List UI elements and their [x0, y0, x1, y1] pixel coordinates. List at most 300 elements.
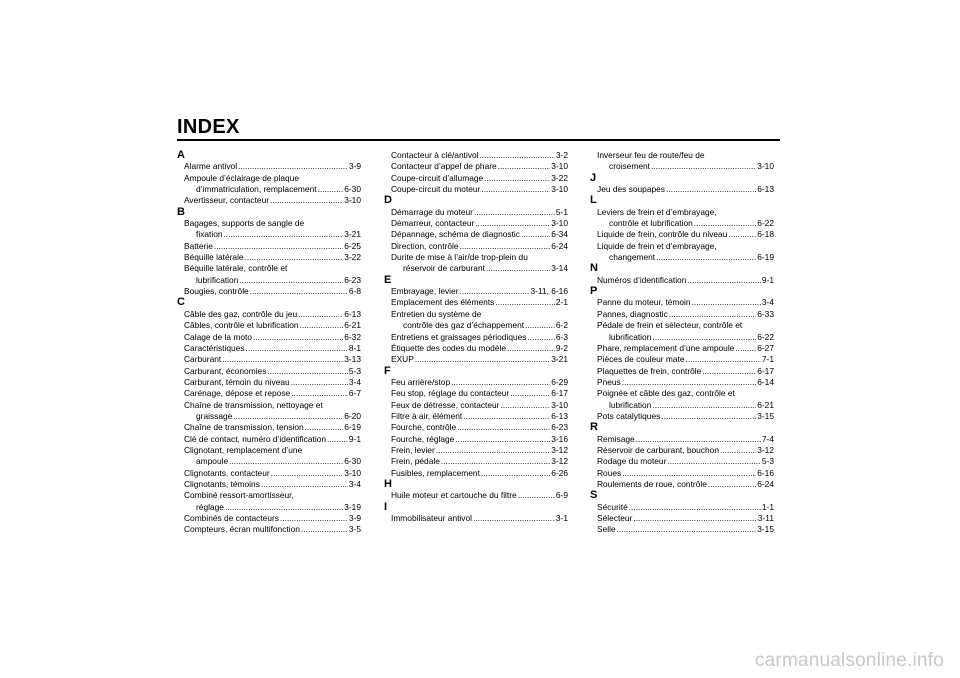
- index-entry-line: [597, 411, 774, 422]
- page-title: INDEX: [177, 116, 240, 138]
- dot-leader: [728, 229, 756, 240]
- index-entry-line: [184, 479, 361, 490]
- dot-leader: [460, 241, 551, 252]
- index-letter: L: [590, 194, 597, 207]
- index-page-ref: 6-16: [757, 467, 774, 478]
- index-entry-line: [391, 150, 568, 161]
- index-page-ref: 6-26: [551, 467, 568, 478]
- dot-leader: [510, 388, 550, 399]
- index-entry-text: Calage de la moto: [184, 331, 252, 342]
- dot-leader: [291, 388, 348, 399]
- index-page-ref: 6-14: [757, 376, 774, 387]
- index-entry-line: [597, 502, 774, 513]
- index-entry-line: [597, 377, 774, 388]
- index-entry-line: [391, 434, 568, 445]
- index-page-ref: 6-13: [551, 410, 568, 421]
- index-entry-line: [597, 297, 774, 308]
- index-entry-text: Fourche, réglage: [391, 433, 455, 444]
- index-entry-text: Entretiens et graissages périodiques: [391, 331, 527, 342]
- index-page-ref: 6-21: [757, 399, 774, 410]
- index-entry: [590, 320, 774, 343]
- index-entry: [384, 377, 568, 388]
- index-entry-text: Carburant, témoin du niveau: [184, 376, 290, 387]
- index-entry: [590, 366, 774, 377]
- index-page-ref: 6-3: [555, 331, 568, 342]
- index-entry-text: Coupe-circuit d’allumage: [391, 172, 484, 183]
- index-page-ref: 3-22: [551, 172, 568, 183]
- index-page-ref: 1-1: [761, 501, 774, 512]
- index-entry-line: [597, 354, 774, 365]
- index-entry-line: [391, 173, 568, 184]
- index-entry-line: [597, 218, 774, 229]
- dot-leader: [622, 468, 756, 479]
- index-entry-text: Remisage: [597, 433, 635, 444]
- index-entry-line: [184, 468, 361, 479]
- index-entry-line: [184, 309, 361, 320]
- index-page-ref: 3-19: [344, 501, 361, 512]
- dot-leader: [669, 309, 756, 320]
- index-entry-line: [184, 332, 361, 343]
- index-entry: [384, 513, 568, 524]
- dot-leader: [708, 479, 756, 490]
- index-entry-line: [597, 434, 774, 445]
- index-entry: [590, 297, 774, 308]
- dot-leader: [291, 377, 348, 388]
- index-entry: [590, 468, 774, 479]
- dot-leader: [239, 275, 343, 286]
- index-page-ref: 3-2: [555, 150, 568, 160]
- index-page-ref: 6-34: [551, 229, 568, 240]
- index-entry-text: Chaîne de transmission, tension: [184, 422, 304, 433]
- index-page-ref: 3-5: [348, 524, 361, 535]
- dot-leader: [261, 479, 348, 490]
- index-entry-line: [184, 513, 361, 524]
- index-entry-text: Bougies, contrôle: [184, 286, 249, 297]
- index-entry-text: ampoule: [196, 456, 229, 467]
- index-entry-text: graissage: [196, 410, 233, 421]
- dot-leader: [246, 343, 348, 354]
- index-letter: N: [590, 262, 598, 275]
- index-page-ref: 9-1: [761, 274, 774, 285]
- index-entry-text: Feu arrière/stop: [391, 376, 451, 387]
- index-entry-first-line: Combiné ressort-amortisseur,: [184, 490, 294, 501]
- index-entry: [590, 513, 774, 524]
- dot-leader: [661, 411, 756, 422]
- index-page-ref: 6-32: [344, 331, 361, 342]
- index-page-ref: 6-23: [551, 422, 568, 433]
- index-entry-text: Clignotants, témoins: [184, 478, 260, 489]
- index-entry-text: Roulements de roue, contrôle: [597, 478, 707, 489]
- index-entry: [177, 309, 361, 320]
- index-entry-line: [597, 275, 774, 286]
- dot-leader: [652, 332, 756, 343]
- index-entry-text: Caractéristiques: [184, 342, 245, 353]
- dot-leader: [214, 241, 343, 252]
- index-entry-line: [184, 195, 361, 206]
- dot-leader: [686, 354, 761, 365]
- index-entry: [590, 388, 774, 411]
- index-entry-text: Fourche, contrôle: [391, 422, 457, 433]
- index-page-ref: 3-12: [551, 444, 568, 455]
- dot-leader: [481, 468, 550, 479]
- index-entry: [177, 490, 361, 513]
- index-entry-line: [597, 468, 774, 479]
- index-entry: [177, 173, 361, 196]
- index-entry-line: [391, 422, 568, 433]
- dot-leader: [507, 343, 555, 354]
- dot-leader: [527, 332, 554, 343]
- index-entry: [177, 286, 361, 297]
- index-entry-text: Pots catalytiques: [597, 410, 661, 421]
- index-entry: [177, 524, 361, 535]
- index-entry: [177, 513, 361, 524]
- index-page-ref: 3-10: [344, 467, 361, 478]
- dot-leader: [692, 297, 761, 308]
- index-entry-text: Fusibles, remplacement: [391, 467, 480, 478]
- index-entry: [590, 207, 774, 230]
- index-entry-text: lubrification: [609, 331, 652, 342]
- index-entry-text: Emplacement des éléments: [391, 297, 495, 308]
- index-entry-line: [391, 400, 568, 411]
- dot-leader: [280, 513, 348, 524]
- index-entry-line: [597, 400, 774, 411]
- index-page-ref: 6-19: [344, 422, 361, 433]
- index-entry: [384, 229, 568, 240]
- index-entry-line: [391, 456, 568, 467]
- index-page-ref: 3-22: [344, 252, 361, 263]
- index-page-ref: 6-20: [344, 410, 361, 421]
- index-entry-line: [597, 445, 774, 456]
- index-entry-text: Feux de détresse, contacteur: [391, 399, 500, 410]
- index-entry-first-line: Entretien du système de: [391, 308, 482, 319]
- dot-leader: [271, 468, 344, 479]
- index-entry-line: [184, 252, 361, 263]
- index-entry-line: [391, 229, 568, 240]
- index-entry-line: [391, 343, 568, 354]
- index-entry: [177, 468, 361, 479]
- dot-leader: [253, 332, 343, 343]
- index-entry-text: lubrification: [609, 399, 652, 410]
- dot-leader: [224, 229, 344, 240]
- index-entry-text: Alarme antivol: [184, 161, 238, 172]
- index-entry-line: [184, 388, 361, 399]
- index-entry-line: [391, 286, 568, 297]
- index-entry: [177, 354, 361, 365]
- index-entry-line: [184, 161, 361, 172]
- index-page-ref: 6-29: [551, 376, 568, 387]
- index-entry: [590, 150, 774, 173]
- index-page-ref: 3-10: [551, 399, 568, 410]
- index-page-ref: 3-4: [348, 478, 361, 489]
- dot-leader: [521, 229, 550, 240]
- index-page-ref: 3-12: [551, 456, 568, 467]
- index-page-ref: 7-4: [761, 433, 774, 444]
- index-entry-first-line: Leviers de frein et d’embrayage,: [597, 206, 717, 217]
- index-letter: R: [590, 421, 598, 434]
- dot-leader: [455, 434, 550, 445]
- index-page-ref: 6-24: [551, 240, 568, 251]
- dot-leader: [498, 161, 551, 172]
- dot-leader: [457, 422, 550, 433]
- index-page-ref: 9-1: [348, 433, 361, 444]
- index-entry-text: contrôle et lubrification: [609, 218, 693, 229]
- index-entry-first-line: Liquide de frein et d’embrayage,: [597, 240, 717, 251]
- index-entry-text: Démarreur, contacteur: [391, 218, 475, 229]
- index-entry: [384, 161, 568, 172]
- index-page-ref: 8-1: [348, 342, 361, 353]
- index-entry: [177, 434, 361, 445]
- index-page-ref: 3-10: [344, 195, 361, 206]
- index-entry: [590, 309, 774, 320]
- index-page-ref: 3-10: [551, 161, 568, 172]
- index-page-ref: 3-16: [551, 433, 568, 444]
- index-page-ref: 6-23: [344, 274, 361, 285]
- index-entry: [384, 354, 568, 365]
- dot-leader: [250, 286, 348, 297]
- index-page-ref: 6-17: [551, 388, 568, 399]
- index-entry-text: Frein, levier: [391, 444, 435, 455]
- index-entry: [384, 207, 568, 218]
- index-page-ref: 6-25: [344, 240, 361, 251]
- index-entry-text: Immobilisateur antivol: [391, 513, 472, 523]
- index-entry-text: Plaquettes de frein, contrôle: [597, 365, 702, 376]
- index-entry-text: Câbles, contrôle et lubrification: [184, 320, 299, 331]
- index-entry-text: Contacteur d’appel de phare: [391, 161, 497, 172]
- index-letter: D: [384, 194, 392, 207]
- index-entry-first-line: Inverseur feu de route/feu de: [597, 150, 705, 160]
- dot-leader: [495, 297, 555, 308]
- index-entry: [177, 377, 361, 388]
- index-page-ref: 6-19: [757, 252, 774, 263]
- index-entry-text: Direction, contrôle: [391, 240, 459, 251]
- index-page-ref: 6-13: [757, 184, 774, 195]
- index-page-ref: 5-3: [348, 365, 361, 376]
- index-page-ref: 3-10: [757, 161, 774, 172]
- index-entry: [590, 434, 774, 445]
- index-page-ref: 3-4: [348, 376, 361, 387]
- dot-leader: [636, 434, 761, 445]
- index-entry: [590, 445, 774, 456]
- dot-leader: [301, 524, 348, 535]
- index-entry: [384, 297, 568, 308]
- index-entry-line: [184, 422, 361, 433]
- dot-leader: [270, 195, 343, 206]
- index-page-ref: 3-15: [757, 524, 774, 535]
- index-entry-line: [184, 343, 361, 354]
- index-entry-text: Numéros d’identification: [597, 274, 687, 285]
- index-entry-line: [391, 218, 568, 229]
- index-entry-line: [391, 354, 568, 365]
- index-page-ref: 3-9: [348, 513, 361, 523]
- index-entry-text: Rodage du moteur: [597, 456, 667, 467]
- index-page-ref: 3-21: [551, 354, 568, 365]
- index-entry-line: [184, 320, 361, 331]
- index-entry-line: [184, 241, 361, 252]
- index-column-3: [590, 150, 774, 536]
- index-entry-text: Clé de contact, numéro d’identification: [184, 433, 326, 444]
- index-entry-text: Carburant: [184, 354, 222, 365]
- index-entry-text: Coupe-circuit du moteur: [391, 184, 481, 195]
- index-entry: [384, 434, 568, 445]
- index-page-ref: 3-14: [551, 263, 568, 274]
- index-page-ref: 3-12: [757, 444, 774, 455]
- index-entry-text: Sécurité: [597, 501, 628, 512]
- dot-leader: [225, 502, 343, 513]
- index-entry: [384, 309, 568, 332]
- index-letter: P: [590, 285, 598, 298]
- dot-leader: [441, 456, 550, 467]
- index-letter: H: [384, 477, 392, 490]
- index-entry: [384, 150, 568, 161]
- index-entry: [177, 241, 361, 252]
- index-entry-line: [184, 354, 361, 365]
- index-entry-text: Jeu des soupapes: [597, 184, 665, 195]
- dot-leader: [702, 366, 756, 377]
- index-page-ref: 3-1: [555, 513, 568, 523]
- index-page-ref: 3-11, 6-16: [530, 286, 568, 297]
- index-entry-line: [391, 263, 568, 274]
- index-entry: [384, 343, 568, 354]
- index-page-ref: 6-33: [757, 308, 774, 319]
- dot-leader: [629, 502, 761, 513]
- index-entry-text: Pneus: [597, 376, 621, 387]
- index-entry-line: [391, 184, 568, 195]
- index-page-ref: 6-30: [344, 184, 361, 195]
- index-entry-first-line: Béquille latérale, contrôle et: [184, 263, 288, 274]
- index-entry-first-line: Ampoule d’éclairage de plaque: [184, 172, 300, 183]
- dot-leader: [518, 490, 555, 501]
- dot-leader: [500, 400, 550, 411]
- dot-leader: [687, 275, 761, 286]
- dot-leader: [720, 445, 756, 456]
- index-entry-text: Frein, pédale: [391, 456, 440, 467]
- index-entry: [590, 275, 774, 286]
- index-page-ref: 6-30: [344, 456, 361, 467]
- index-entry-text: Dépannage, schéma de diagnostic: [391, 229, 520, 240]
- index-entry: [590, 456, 774, 467]
- dot-leader: [475, 218, 550, 229]
- index-entry: [590, 502, 774, 513]
- index-page-ref: 6-27: [757, 342, 774, 353]
- index-entry-line: [391, 468, 568, 479]
- index-letter: J: [590, 171, 597, 184]
- index-entry: [384, 456, 568, 467]
- index-entry: [384, 468, 568, 479]
- index-entry-text: Batterie: [184, 240, 213, 251]
- index-entry-text: Réservoir de carburant, bouchon: [597, 444, 719, 455]
- dot-leader: [238, 161, 348, 172]
- dot-leader: [300, 320, 344, 331]
- index-letter: A: [177, 149, 185, 161]
- index-entry-line: [184, 502, 361, 513]
- index-page-ref: 3-10: [551, 218, 568, 229]
- index-entry-text: Phare, remplacement d’une ampoule: [597, 342, 735, 353]
- index-entry: [384, 184, 568, 195]
- index-letter: F: [384, 364, 391, 377]
- index-entry-line: [597, 513, 774, 524]
- index-entry: [177, 366, 361, 377]
- index-entry-text: Huile moteur et cartouche du filtre: [391, 490, 517, 501]
- index-page-ref: 7-1: [761, 354, 774, 365]
- index-entry: [177, 263, 361, 286]
- index-letter: C: [177, 296, 185, 309]
- dot-leader: [656, 252, 756, 263]
- index-entry-text: Béquille latérale: [184, 252, 244, 263]
- dot-leader: [481, 184, 550, 195]
- index-entry-text: EXUP: [391, 354, 414, 365]
- index-entry-text: Pannes, diagnostic: [597, 308, 668, 319]
- index-entry-line: [391, 320, 568, 331]
- dot-leader: [735, 343, 756, 354]
- dot-leader: [451, 377, 550, 388]
- index-entry-line: [184, 366, 361, 377]
- index-entry-text: croisement: [609, 161, 650, 172]
- index-entry-text: Contacteur à clé/antivol: [391, 150, 479, 160]
- index-entry-line: [391, 445, 568, 456]
- index-page-ref: 3-21: [344, 229, 361, 240]
- index-entry-line: [184, 434, 361, 445]
- index-entry-text: Avertisseur, contacteur: [184, 195, 270, 206]
- index-entry-text: Carburant, économies: [184, 365, 267, 376]
- dot-leader: [473, 513, 555, 524]
- index-entry-text: fixation: [196, 229, 223, 240]
- index-entry: [590, 524, 774, 535]
- watermark: carmanualsonline.info: [754, 650, 944, 671]
- dot-leader: [327, 434, 348, 445]
- index-entry-line: [184, 286, 361, 297]
- index-page-ref: 6-9: [555, 490, 568, 501]
- title-rule: [177, 139, 780, 141]
- index-entry: [384, 422, 568, 433]
- index-page-ref: 6-13: [344, 308, 361, 319]
- index-entry-line: [597, 252, 774, 263]
- index-entry-line: [597, 456, 774, 467]
- index-entry-line: [597, 309, 774, 320]
- dot-leader: [474, 207, 555, 218]
- index-page-ref: 6-24: [757, 478, 774, 489]
- dot-leader: [622, 377, 756, 388]
- dot-leader: [298, 309, 343, 320]
- index-page-ref: 6-22: [757, 218, 774, 229]
- index-page-ref: 3-11: [757, 513, 774, 523]
- index-entry-first-line: Bagages, supports de sangle de: [184, 218, 305, 229]
- index-entry: [590, 411, 774, 422]
- index-entry-line: [184, 524, 361, 535]
- index-entry-text: contrôle des gaz d’échappement: [403, 320, 525, 331]
- dot-leader: [233, 411, 343, 422]
- index-entry-text: réservoir de carburant: [403, 263, 485, 274]
- index-entry-line: [184, 229, 361, 240]
- index-entry-text: Câble des gaz, contrôle du jeu: [184, 308, 298, 319]
- index-entry: [590, 377, 774, 388]
- dot-leader: [305, 422, 344, 433]
- index-entry: [384, 218, 568, 229]
- index-entry-line: [391, 490, 568, 501]
- index-entry-text: réglage: [196, 501, 224, 512]
- index-entry-line: [597, 184, 774, 195]
- index-entry: [177, 479, 361, 490]
- index-entry-first-line: Pédale de frein et sélecteur, contrôle et: [597, 320, 743, 331]
- dot-leader: [525, 320, 555, 331]
- dot-leader: [480, 150, 555, 161]
- index-entry-line: [391, 161, 568, 172]
- index-letter: E: [384, 273, 392, 286]
- index-entry: [384, 445, 568, 456]
- index-entry-text: Filtre à air, élément: [391, 410, 463, 421]
- index-column-1: [177, 150, 361, 536]
- index-page-ref: 3-4: [761, 297, 774, 308]
- index-page-ref: 3-9: [348, 161, 361, 172]
